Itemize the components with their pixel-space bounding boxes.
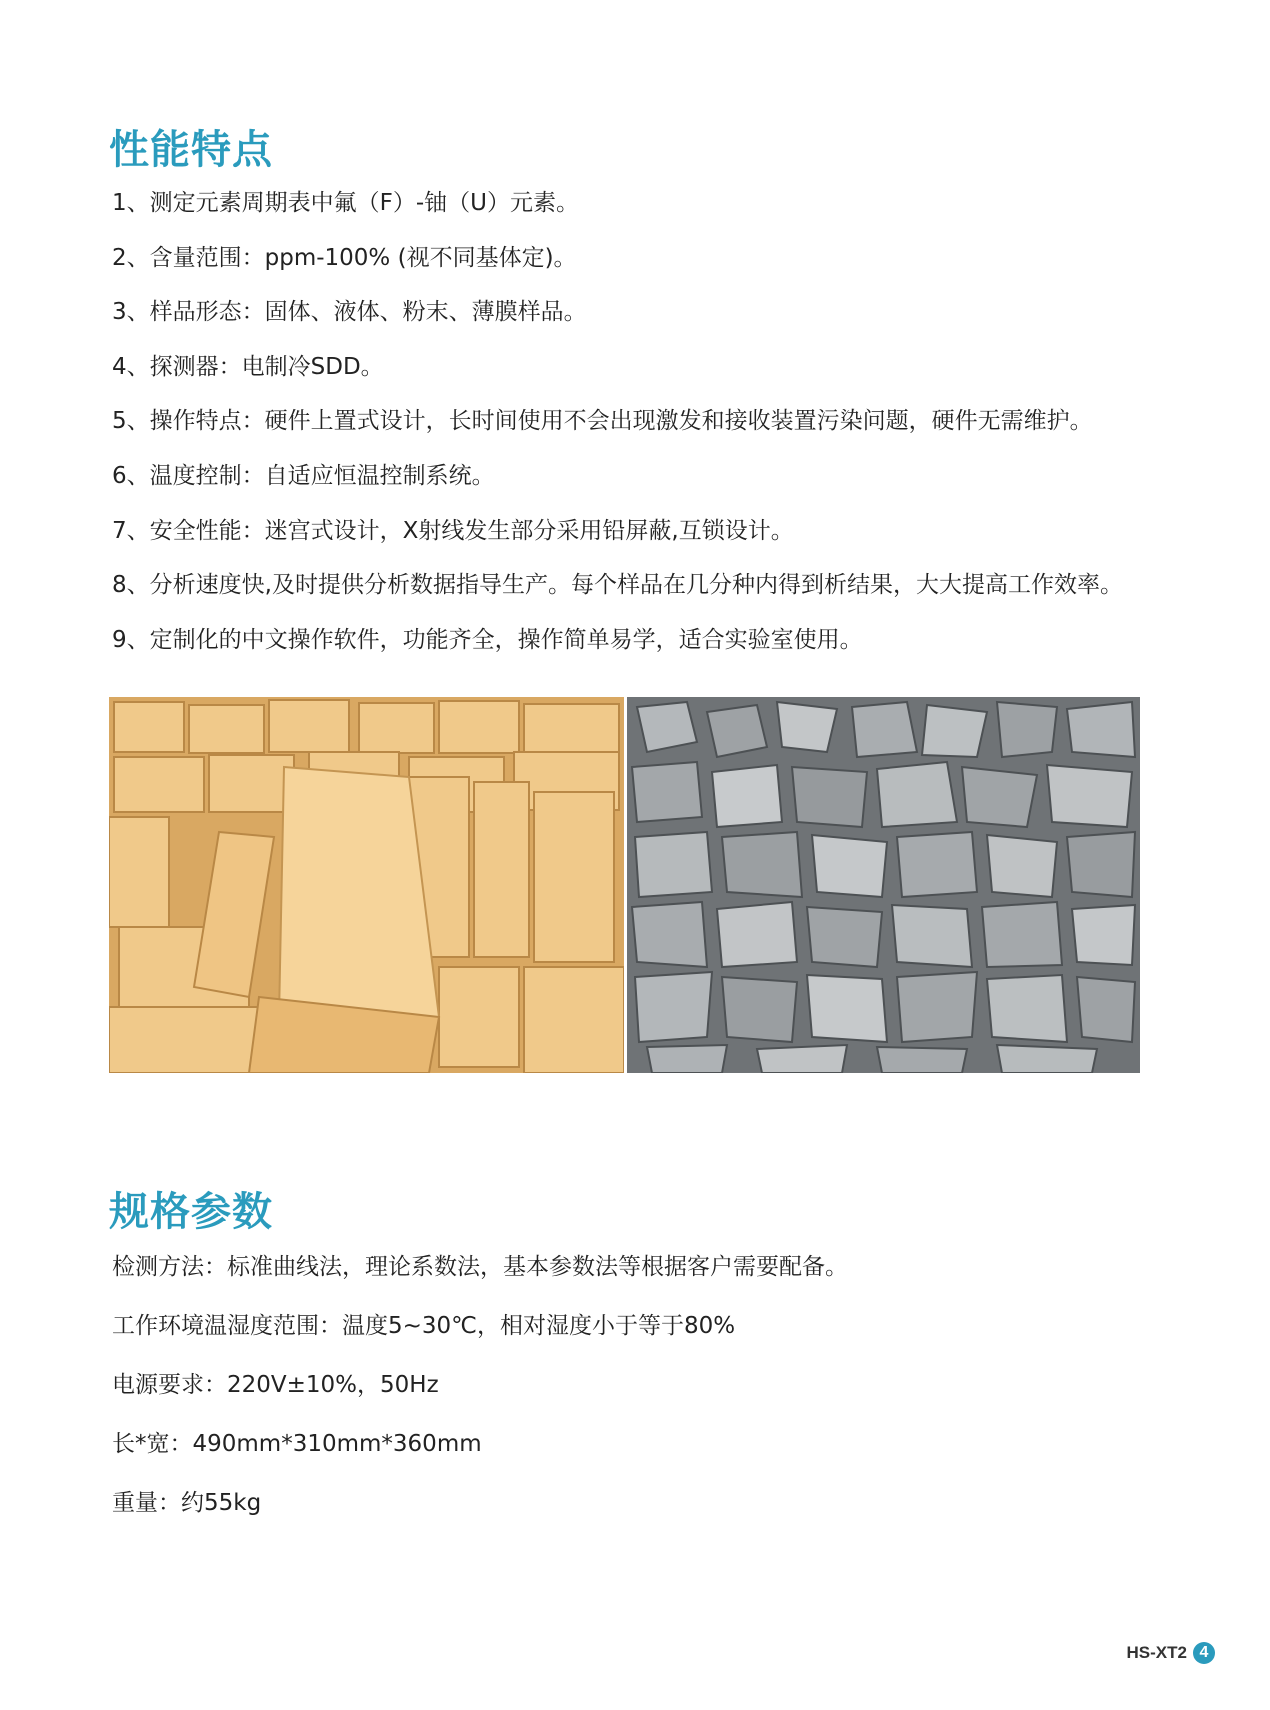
features-heading: 性能特点	[109, 127, 273, 173]
feature-item: 5、操作特点：硬件上置式设计，长时间使用不会出现激发和接收装置污染问题，硬件无需维护。	[112, 408, 1093, 435]
spec-item: 检测方法：标准曲线法，理论系数法，基本参数法等根据客户需要配备。	[112, 1254, 848, 1280]
spec-item: 长*宽：490mm*310mm*360mm	[112, 1431, 482, 1457]
spec-item: 工作环境温湿度范围：温度5~30℃，相对湿度小于等于80%	[112, 1313, 736, 1339]
feature-item: 6、温度控制：自适应恒温控制系统。	[112, 462, 495, 489]
feature-item: 7、安全性能：迷宫式设计，X射线发生部分采用铅屏蔽,互锁设计。	[112, 517, 794, 544]
spec-item: 重量：约55kg	[112, 1490, 262, 1516]
features-list	[112, 186, 1123, 677]
feature-item: 8、分析速度快,及时提供分析数据指导生产。每个样品在几分种内得到析结果，大大提高工作效率。	[112, 572, 1123, 599]
page-number-badge: 4	[1193, 1642, 1215, 1664]
ferroalloy-ore-photo	[627, 697, 1140, 1073]
feature-item: 1、测定元素周期表中氟（F）-铀（U）元素。	[112, 190, 579, 216]
specs-list	[112, 1250, 848, 1545]
page-footer	[1127, 1642, 1215, 1664]
model-label: HS-XT2	[1126, 1643, 1187, 1662]
feature-item: 9、定制化的中文操作软件，功能齐全，操作简单易学，适合实验室使用。	[112, 626, 863, 653]
spec-item: 电源要求：220V±10%，50Hz	[112, 1372, 439, 1398]
feature-item: 3、样品形态：固体、液体、粉末、薄膜样品。	[112, 299, 587, 326]
specs-heading: 规格参数	[109, 1189, 273, 1235]
refractory-bricks-photo	[109, 697, 624, 1073]
feature-item: 4、探测器：电制冷SDD。	[112, 353, 384, 380]
feature-item: 2、含量范围：ppm-100% (视不同基体定)。	[112, 244, 577, 271]
